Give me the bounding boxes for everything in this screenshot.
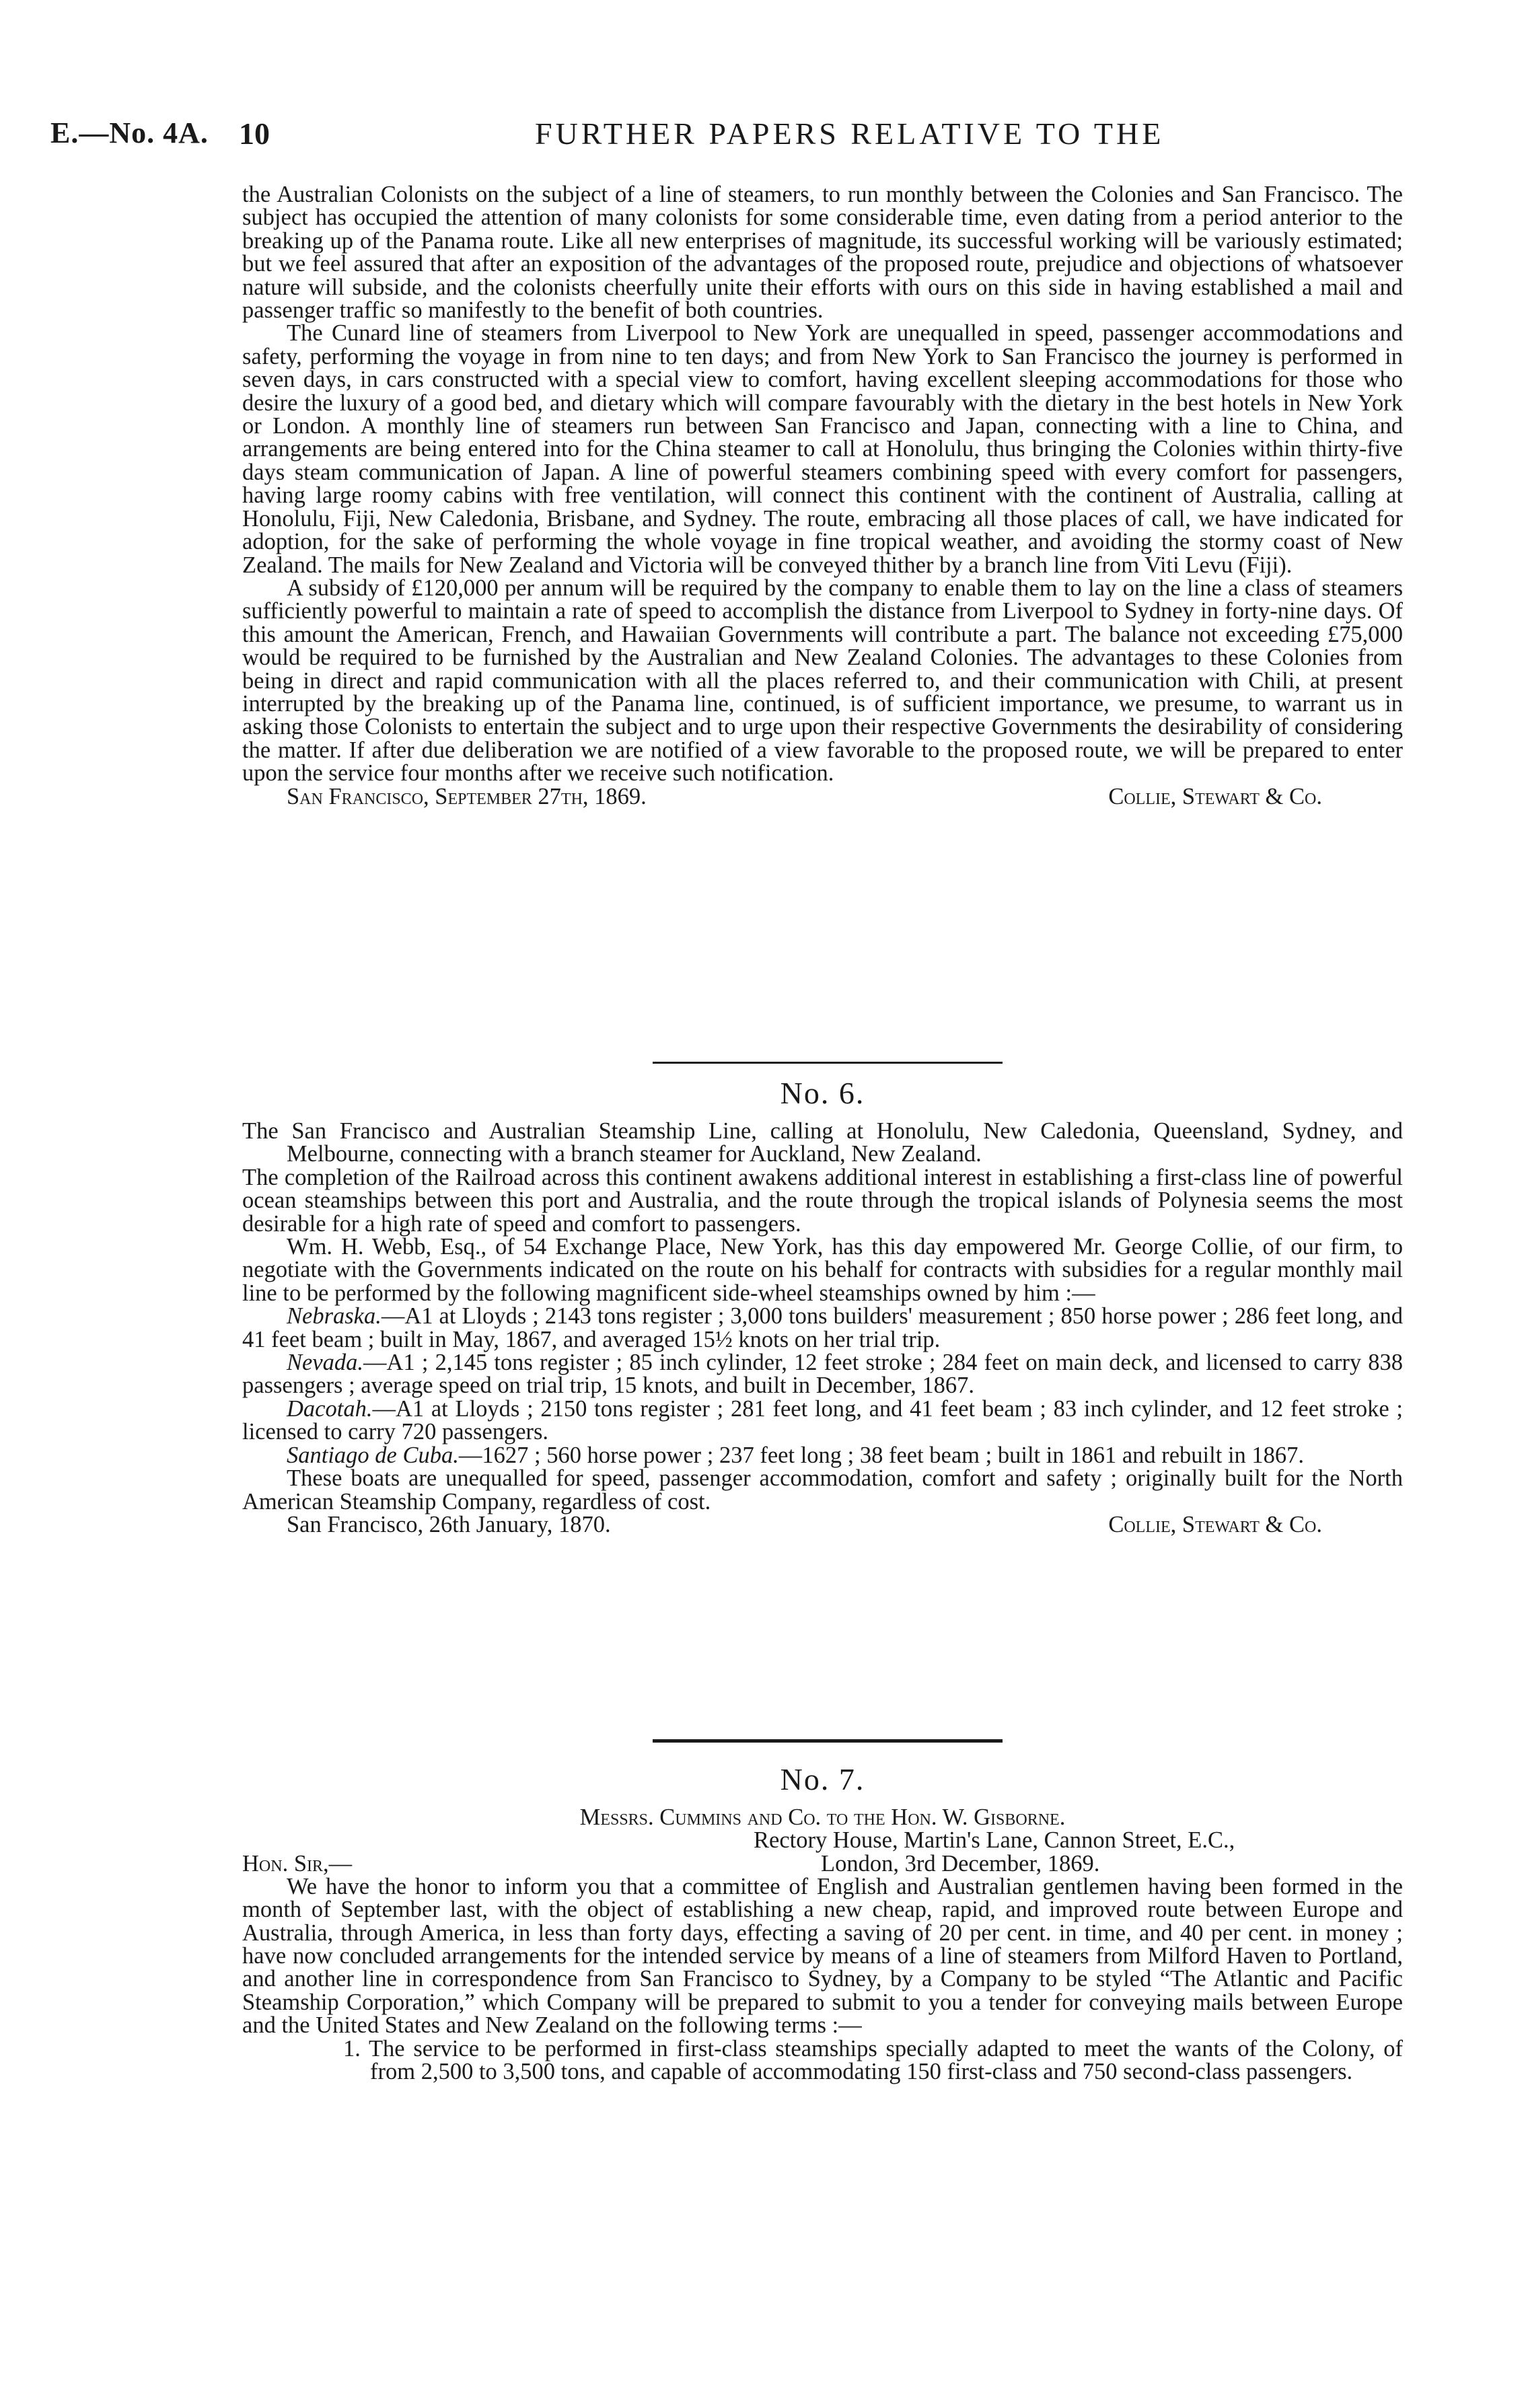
salutation: Hon. Sir,— (242, 1850, 353, 1876)
sender-address: Rectory House, Martin's Lane, Cannon Street, E.C., (754, 1827, 1235, 1854)
signatory: Collie, Stewart & Co. (1108, 783, 1322, 809)
document-number: No. 6. (780, 1076, 865, 1110)
paragraph: The Cunard line of steamers from Liverpool to New York are unequalled in speed, passenger accommodations and safety, performing the voyage in from nine to ten days; and from New York to San Francisco the journey is performed in seven days, in cars constructed with a special view to comfort, having excellent sleeping accommodations for those who desire the luxury of a good bed, and dietary which will compare favourably with the dietary in the best hotels in New York or London. A monthly line of steamers run between San Francisco and Japan, connecting with a line to China, and arrangements are being entered into for the China steamer to call at Honolulu, thus bringing the Colonies within thirty-five days steam communication of Japan. A line of powerful steamers combining speed with every comfort for passengers, having large roomy cabins with free ventilation, will connect this continent with the continent of Australia, calling at Honolulu, Fiji, New Caledonia, Brisbane, and Sydney. The route, embracing all those places of call, we have indicated for adoption, for the sake of performing the whole voyage in fine tropical weather, and avoiding the stormy coast of New Zealand. The mails for New Zealand and Victoria will be conveyed thither by a branch line from Viti Levu (Fiji). (242, 320, 1403, 578)
signature-line (242, 1513, 1403, 1537)
letter-date: London, 3rd December, 1869. (821, 1850, 1100, 1876)
paragraph: The completion of the Railroad across this continent awakens additional interest in establishing a first-class line of powerful ocean steamships between this port and Australia, and the route through the tropical islands of Polynesia seems the most desirable for a high rate of speed and comfort to passengers. (242, 1164, 1403, 1237)
ship-entry (242, 1305, 1403, 1351)
ship-entry (242, 1444, 1403, 1467)
paper-reference: E.—No. 4A. (50, 116, 209, 149)
ship-details: —1627 ; 560 horse power ; 237 feet long ; 38 feet beam ; built in 1861 and rebuilt in 1867. (458, 1442, 1305, 1468)
paragraph: These boats are unequalled for speed, passenger accommodation, comfort and safety ; originally built for the North American Steamship Company, regardless of cost. (242, 1465, 1403, 1515)
ship-details: —A1 at Lloyds ; 2143 tons register ; 3,000 tons builders' measurement ; 850 horse power ; 286 feet long, and 41 feet beam ; built in May, 1867, and averaged 15½ knots on her trial trip. (242, 1303, 1403, 1352)
paragraph: Wm. H. Webb, Esq., of 54 Exchange Place, New York, has this day empowered Mr. George Collie, of our firm, to negotiate with the Governments indicated on the route on his behalf for contracts with subsidies for a regular monthly mail line to be performed by the following magnificent side-wheel steamships owned by him :— (242, 1234, 1403, 1306)
paragraph: We have the honor to inform you that a committee of English and Australian gentlemen having been formed in the month of September last, with the object of establishing a new cheap, rapid, and improved route between Europe and Australia, through America, in less than forty days, effecting a saving of 20 per cent. in time, and 40 per cent. in money ; have now concluded arrangements for the intended service by means of a line of steamers from Milford Haven to Portland, and another line in correspondence from San Francisco to Sydney, by a Company to be styled “The Atlantic and Pacific Steamship Corporation,” which Company will be prepared to submit to you a tender for conveying mails between Europe and the United States and New Zealand on the following terms :— (242, 1873, 1403, 2039)
ship-entry (242, 1397, 1403, 1444)
list-item: 1. The service to be performed in first-class steamships specially adapted to meet the wants of the Colony, of from 2,500 to 3,500 tons, and capable of accommodating 150 first-class and 750 second-class passengers. (343, 2035, 1403, 2085)
ship-details: —A1 ; 2,145 tons register ; 85 inch cylinder, 12 feet stroke ; 284 feet on main deck, and licensed to carry 838 passengers ; average speed on trial trip, 15 knots, and built in December, 1867. (242, 1350, 1403, 1399)
document-no-7 (242, 1762, 1403, 2085)
document-subject: The San Francisco and Australian Steamship Line, calling at Honolulu, New Caledonia, Queensland, Sydney, and Melbourne, connecting with a branch steamer for Auckland, New Zealand. (242, 1118, 1403, 1167)
document-subject: Messrs. Cummins and Co. to the Hon. W. Gisborne. (579, 1804, 1066, 1830)
place-date: San Francisco, 26th January, 1870. (287, 1511, 611, 1537)
ship-name: Nevada. (287, 1350, 364, 1376)
running-header (50, 116, 1405, 156)
ship-name: Nebraska. (287, 1303, 382, 1329)
signatory: Collie, Stewart & Co. (1108, 1511, 1322, 1537)
signature-line (242, 785, 1403, 809)
ship-name: Santiago de Cuba. (287, 1442, 459, 1468)
page-number: 10 (239, 116, 270, 151)
paragraph: A subsidy of £120,000 per annum will be required by the company to enable them to lay on the line a class of steamers sufficiently powerful to maintain a rate of speed to accomplish the distance from Liverpool to Sydney in forty-nine days. Of this amount the American, French, and Hawaiian Governments will contribute a part. The balance not exceeding £75,000 would be required to be furnished by the Australian and New Zealand Colonies. The advantages to these Colonies from being in direct and rapid communication with all the places referred to, and their communication with Chili, at present interrupted by the breaking up of the Panama line, continued, is of sufficient importance, we presume, to warrant us in asking those Colonists to entertain the subject and to urge upon their respective Governments the desirability of considering the matter. If after due deliberation we are notified of a view favorable to the proposed route, we will be prepared to enter upon the service four months after we receive such notification. (242, 575, 1403, 787)
document-number: No. 7. (780, 1762, 865, 1796)
ship-details: —A1 at Lloyds ; 2150 tons register ; 281 feet long, and 41 feet beam ; 83 inch cylinder, and 12 feet stroke ; licensed to carry 720 passengers. (242, 1395, 1403, 1445)
document-no-6 (242, 1076, 1403, 1537)
ship-entry (242, 1351, 1403, 1397)
letter-continuation (242, 183, 1403, 809)
ship-name: Dacotah. (287, 1395, 373, 1422)
paragraph: the Australian Colonists on the subject of a line of steamers, to run monthly between the Colonies and San Francisco. The subject has occupied the attention of many colonists for some considerable time, even dating from a period anterior to the breaking up of the Panama route. Like all new enterprises of magnitude, its successful working will be variously estimated; but we feel assured that after an exposition of the advantages of the proposed route, prejudice and objections of whatsoever nature will subside, and the colonists cheerfully unite their efforts with ours on this side in having established a mail and passenger traffic so manifestly to the benefit of both countries. (242, 182, 1403, 324)
section-divider (653, 1739, 1003, 1743)
place-date: San Francisco, September 27th, 1869. (287, 783, 647, 809)
running-title: FURTHER PAPERS RELATIVE TO THE (535, 116, 1165, 151)
section-divider (653, 1062, 1003, 1064)
